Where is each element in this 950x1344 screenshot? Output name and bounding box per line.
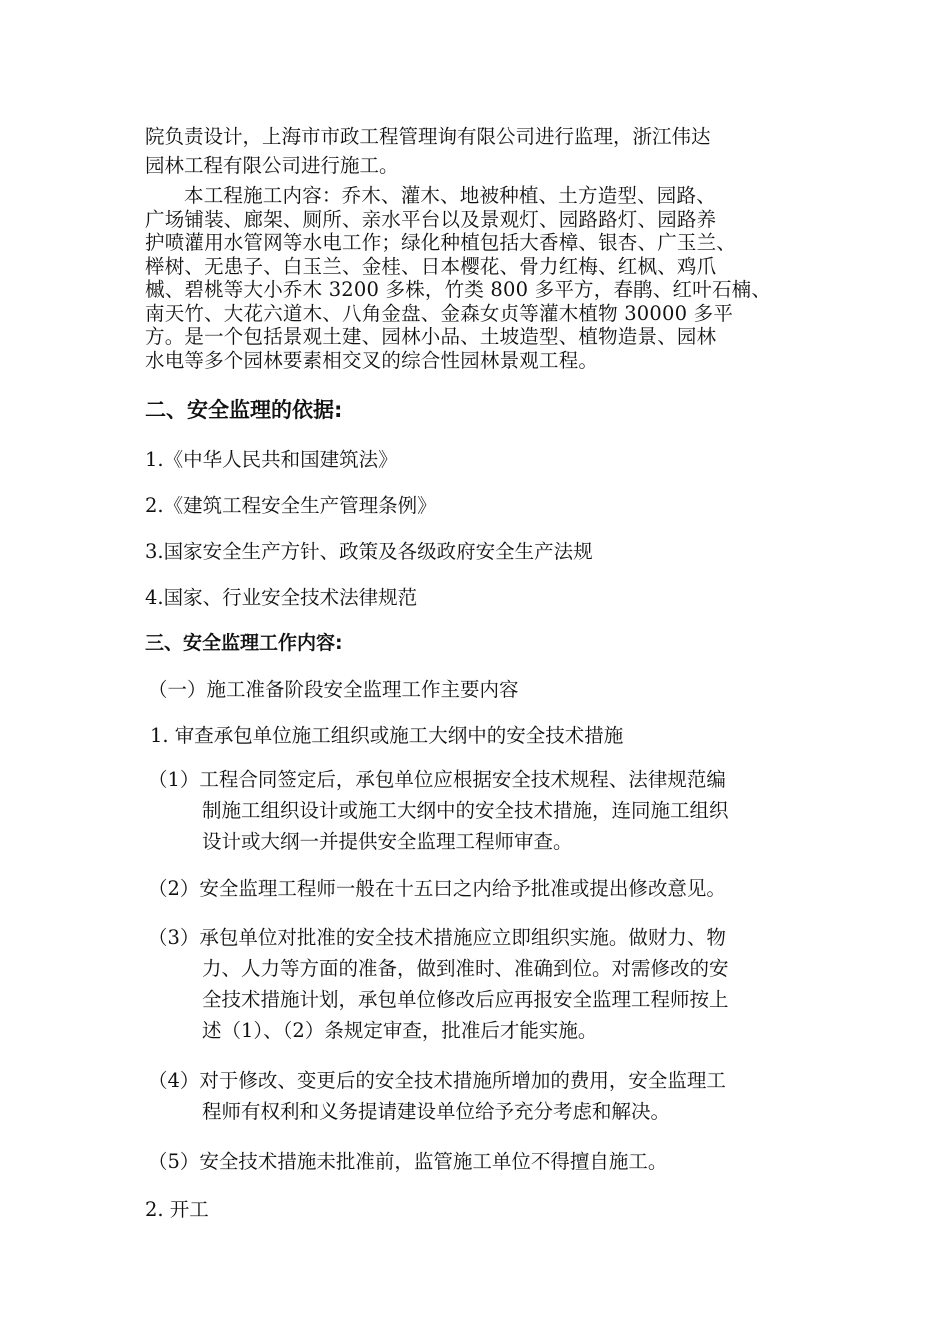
text-line: （4）对于修改、变更后的安全技术措施所增加的费用，安全监理工 xyxy=(148,1069,726,1092)
content-paragraph xyxy=(145,184,825,372)
clause-1 xyxy=(148,764,838,857)
text-line: 制施工组织设计或施工大纲中的安全技术措施，连同施工组织 xyxy=(202,799,729,822)
section-heading-work-content: 三、安全监理工作内容: xyxy=(145,632,343,654)
text-line: 南天竹、大花六道木、八角金盘、金森女贞等灌木植物 30000 多平 xyxy=(145,301,734,325)
subsection-heading: （一）施工准备阶段安全监理工作主要内容 xyxy=(148,678,519,701)
text-line: （5）安全技术措施未批准前，监管施工单位不得擅自施工。 xyxy=(148,1150,668,1173)
text-line: 护喷灌用水管网等水电工作；绿化种植包括大香樟、银杏、广玉兰、 xyxy=(145,231,737,254)
text-line: （3）承包单位对批准的安全技术措施应立即组织实施。做财力、物 xyxy=(148,926,726,949)
text-line: 榉树、无患子、白玉兰、金桂、日本樱花、骨力红梅、红枫、鸡爪 xyxy=(145,254,717,278)
clause-2 xyxy=(148,873,838,904)
intro-paragraph xyxy=(145,122,835,180)
clause-3 xyxy=(148,922,838,1046)
text-line: 程师有权利和义务提请建设单位给予充分考虑和解决。 xyxy=(202,1100,671,1123)
basis-item-4: 4.国家、行业安全技术法律规范 xyxy=(145,586,418,609)
text-line: 本工程施工内容：乔木、灌木、地被种植、土方造型、园路、 xyxy=(184,184,716,207)
text-line: 广场铺装、廊架、厕所、亲水平台以及景观灯、园路路灯、园路养 xyxy=(145,207,717,231)
numbered-item-1: 1. 审查承包单位施工组织或施工大纲中的安全技术措施 xyxy=(150,724,624,747)
text-line: 方。是一个包括景观土建、园林小品、土坡造型、植物造景、园林 xyxy=(145,325,717,348)
text-line: （1）工程合同签定后，承包单位应根据安全技术规程、法律规范编 xyxy=(148,768,726,791)
text-line: （2）安全监理工程师一般在十五曰之内给予批准或提出修改意见。 xyxy=(148,877,726,900)
clause-4 xyxy=(148,1065,838,1127)
text-line: 园林工程有限公司进行施工。 xyxy=(145,154,399,177)
section-heading-basis: 二、安全监理的依据: xyxy=(145,398,343,422)
text-line: 述（1）、（2）条规定审查，批准后才能实施。 xyxy=(202,1019,598,1042)
basis-item-2: 2.《建筑工程安全生产管理条例》 xyxy=(145,494,437,517)
basis-item-3: 3.国家安全生产方针、政策及各级政府安全生产法规 xyxy=(145,540,593,563)
basis-item-1: 1.《中华人民共和国建筑法》 xyxy=(145,448,398,471)
clause-5 xyxy=(148,1146,838,1177)
text-line: 力、人力等方面的准备，做到准时、准确到位。对需修改的安 xyxy=(202,957,729,980)
text-line: 水电等多个园林要素相交叉的综合性园林景观工程。 xyxy=(145,348,599,372)
text-line: 院负责设计，上海市市政工程管理询有限公司进行监理，浙江伟达 xyxy=(145,125,711,148)
text-line: 槭、碧桃等大小乔木 3200 多株，竹类 800 多平方，春鹃、红叶石楠、 xyxy=(145,278,772,301)
text-line: 设计或大纲一并提供安全监理工程师审查。 xyxy=(202,830,573,853)
numbered-item-2: 2. 开工 xyxy=(145,1198,209,1221)
text-line: 全技术措施计划，承包单位修改后应再报安全监理工程师按上 xyxy=(202,988,729,1011)
